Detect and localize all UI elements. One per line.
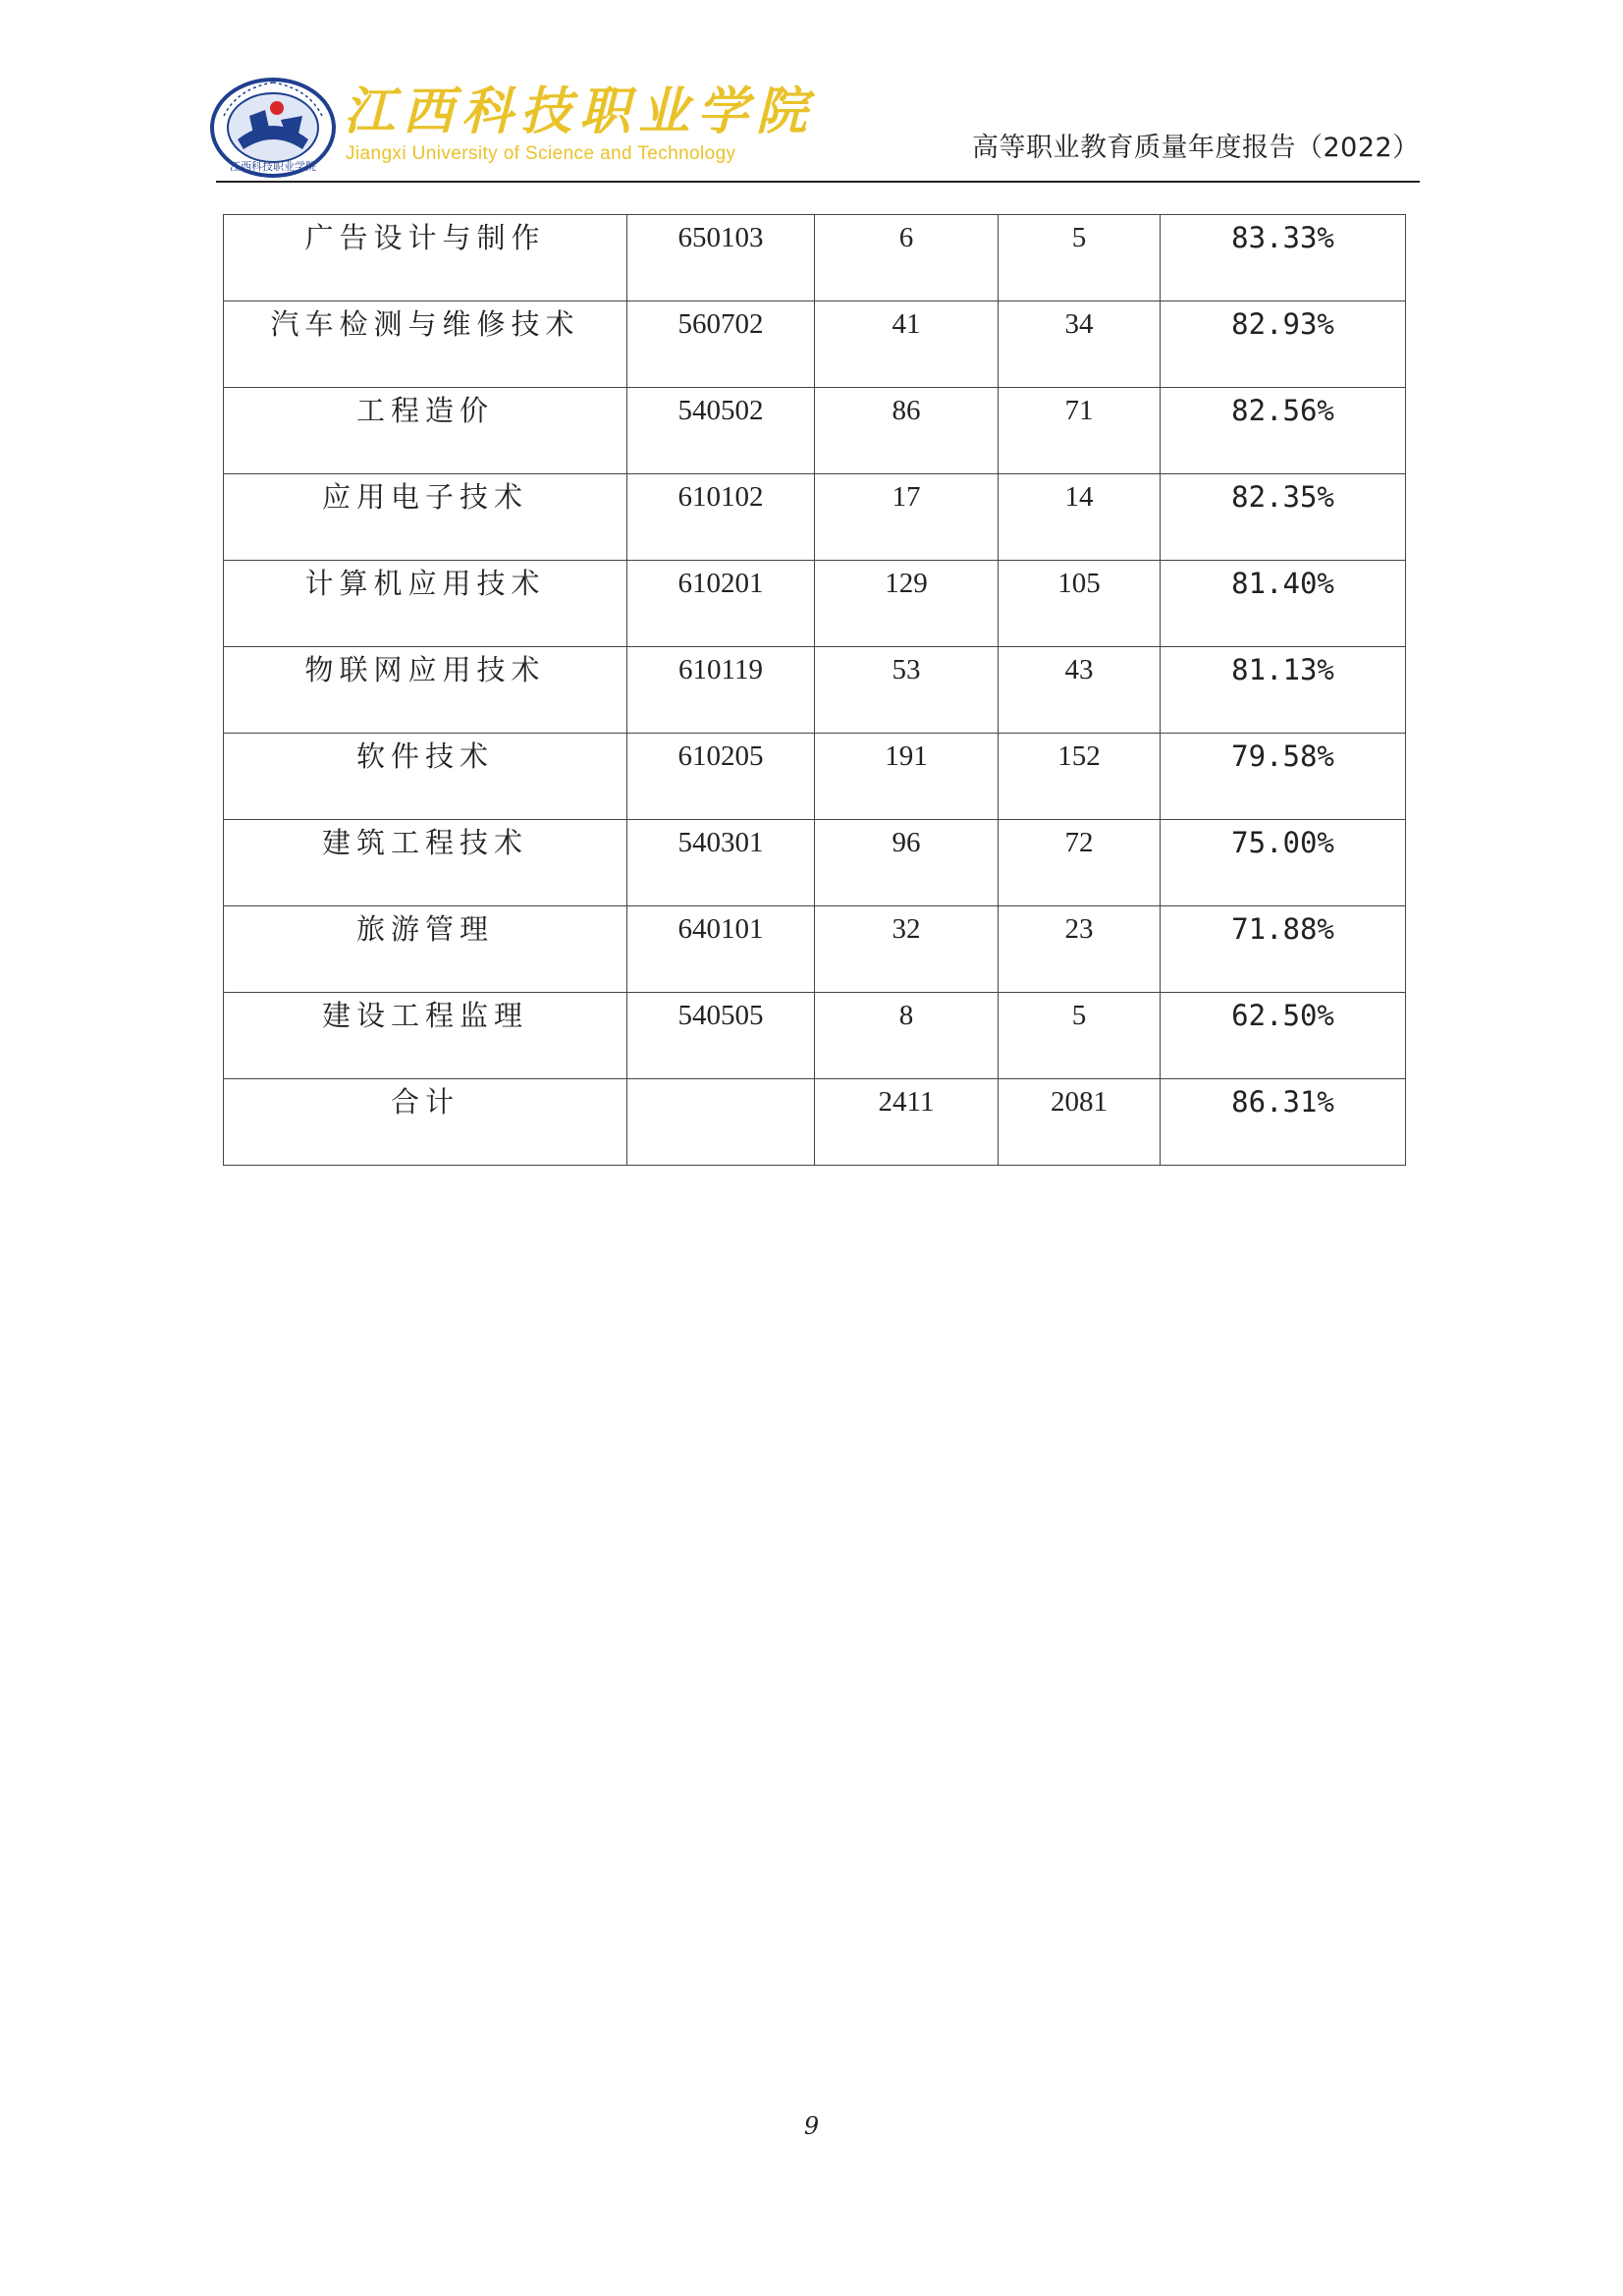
major-name-cell-text: 工程造价 [355,394,494,427]
major-code-cell-text: 610119 [678,654,763,685]
count-a-cell [815,388,999,474]
major-name-cell-text: 旅游管理 [355,912,494,946]
count-a-cell-text: 53 [892,654,921,685]
table-row [224,215,1406,301]
major-name-cell [224,474,627,561]
rate-cell-text: 81.40% [1231,567,1334,600]
count-b-cell [999,561,1161,647]
count-a-cell-text: 2411 [878,1086,935,1118]
count-a-cell-text: 17 [892,481,921,513]
major-code-cell [627,301,815,388]
count-b-cell [999,820,1161,906]
major-code-cell [627,820,815,906]
rate-cell-text: 71.88% [1231,912,1334,946]
major-code-cell-text: 540502 [677,395,764,426]
major-code-cell [627,561,815,647]
count-b-cell-text: 5 [1071,1000,1087,1031]
rate-cell [1161,388,1406,474]
count-b-cell [999,1079,1161,1166]
count-b-cell-text: 23 [1064,913,1094,945]
rate-cell-text: 82.35% [1231,480,1334,514]
count-a-cell [815,474,999,561]
count-a-cell [815,906,999,993]
major-code-cell-text: 540301 [677,827,764,858]
count-b-cell-text: 43 [1064,654,1094,685]
table-row [224,388,1406,474]
rate-cell-text: 86.31% [1231,1085,1334,1119]
major-name-cell [224,820,627,906]
major-code-cell [627,734,815,820]
major-name-cell-text: 建设工程监理 [321,999,528,1032]
major-name-cell-text: 物联网应用技术 [304,653,546,686]
page-number: 9 [803,2112,820,2140]
rate-cell [1161,561,1406,647]
major-code-cell [627,647,815,734]
major-code-cell-text: 640101 [677,913,764,945]
count-a-cell [815,647,999,734]
major-code-cell [627,906,815,993]
major-code-cell-text: 650103 [677,222,764,253]
major-name-cell [224,993,627,1079]
count-a-cell [815,734,999,820]
count-a-cell-text: 32 [892,913,921,945]
count-a-cell [815,993,999,1079]
count-a-cell-text: 41 [892,308,921,340]
rate-cell-text: 83.33% [1231,221,1334,254]
major-name-cell-text: 应用电子技术 [321,480,528,514]
rate-cell [1161,474,1406,561]
major-code-cell [627,388,815,474]
count-a-cell [815,301,999,388]
table-row [224,647,1406,734]
rate-cell [1161,1079,1406,1166]
table-row [224,820,1406,906]
count-b-cell [999,647,1161,734]
report-title: 高等职业教育质量年度报告（2022） [972,133,1420,163]
count-b-cell-text: 72 [1064,827,1094,858]
rate-cell-text: 82.56% [1231,394,1334,427]
count-b-cell-text: 105 [1057,568,1101,599]
count-b-cell [999,906,1161,993]
count-b-cell [999,993,1161,1079]
major-name-cell-text: 汽车检测与维修技术 [270,307,580,341]
rate-cell [1161,215,1406,301]
college-emblem-logo [208,77,338,179]
count-a-cell-text: 129 [885,568,928,599]
major-code-cell-text: 610201 [677,568,764,599]
count-b-cell-text: 14 [1064,481,1094,513]
count-b-cell [999,215,1161,301]
count-b-cell-text: 34 [1064,308,1094,340]
major-code-cell-text [627,1079,814,1088]
major-code-cell-text: 560702 [677,308,764,340]
count-b-cell-text: 71 [1064,395,1094,426]
table-row [224,906,1406,993]
table-row [224,561,1406,647]
count-b-cell [999,388,1161,474]
table-row [224,474,1406,561]
major-name-cell [224,301,627,388]
rate-cell [1161,993,1406,1079]
major-code-cell [627,993,815,1079]
major-code-cell [627,474,815,561]
rate-cell [1161,820,1406,906]
table-row [224,301,1406,388]
major-name-cell [224,647,627,734]
major-name-cell [224,388,627,474]
count-b-cell-text: 152 [1057,740,1101,772]
major-code-cell-text: 610205 [677,740,764,772]
major-name-cell [224,1079,627,1166]
major-name-cell-text: 建筑工程技术 [321,826,528,859]
table-row [224,734,1406,820]
count-a-cell [815,820,999,906]
header-divider [216,181,1420,183]
major-name-cell-text: 广告设计与制作 [304,221,546,254]
count-a-cell-text: 8 [898,1000,914,1031]
major-code-cell-text: 610102 [677,481,764,513]
major-name-cell [224,906,627,993]
rate-cell-text: 81.13% [1231,653,1334,686]
count-b-cell [999,734,1161,820]
count-a-cell-text: 86 [892,395,921,426]
count-b-cell-text: 5 [1071,222,1087,253]
rate-cell-text: 62.50% [1231,999,1334,1032]
count-a-cell-text: 96 [892,827,921,858]
major-code-cell-text: 540505 [677,1000,764,1031]
major-name-cell-text: 计算机应用技术 [304,567,546,600]
major-code-cell [627,1079,815,1166]
rate-cell [1161,647,1406,734]
major-statistics-table [223,214,1406,1166]
rate-cell [1161,734,1406,820]
count-a-cell [815,561,999,647]
major-name-cell-text: 合计 [390,1085,460,1119]
rate-cell-text: 79.58% [1231,739,1334,773]
rate-cell [1161,301,1406,388]
rate-cell [1161,906,1406,993]
emblem-ring-text: 江西科技职业学院 [230,160,316,173]
college-name-en: Jiangxi University of Science and Technology [346,143,736,164]
rate-cell-text: 75.00% [1231,826,1334,859]
total-row [224,1079,1406,1166]
major-name-cell-text: 软件技术 [355,739,494,773]
count-a-cell [815,215,999,301]
count-a-cell [815,1079,999,1166]
major-name-cell [224,215,627,301]
count-a-cell-text: 191 [885,740,928,772]
college-name-cn: 江西科技职业学院 [344,82,816,141]
major-name-cell [224,734,627,820]
major-code-cell [627,215,815,301]
major-name-cell [224,561,627,647]
count-b-cell [999,301,1161,388]
count-a-cell-text: 6 [898,222,914,253]
table-row [224,993,1406,1079]
count-b-cell [999,474,1161,561]
rate-cell-text: 82.93% [1231,307,1334,341]
count-b-cell-text: 2081 [1051,1086,1108,1118]
